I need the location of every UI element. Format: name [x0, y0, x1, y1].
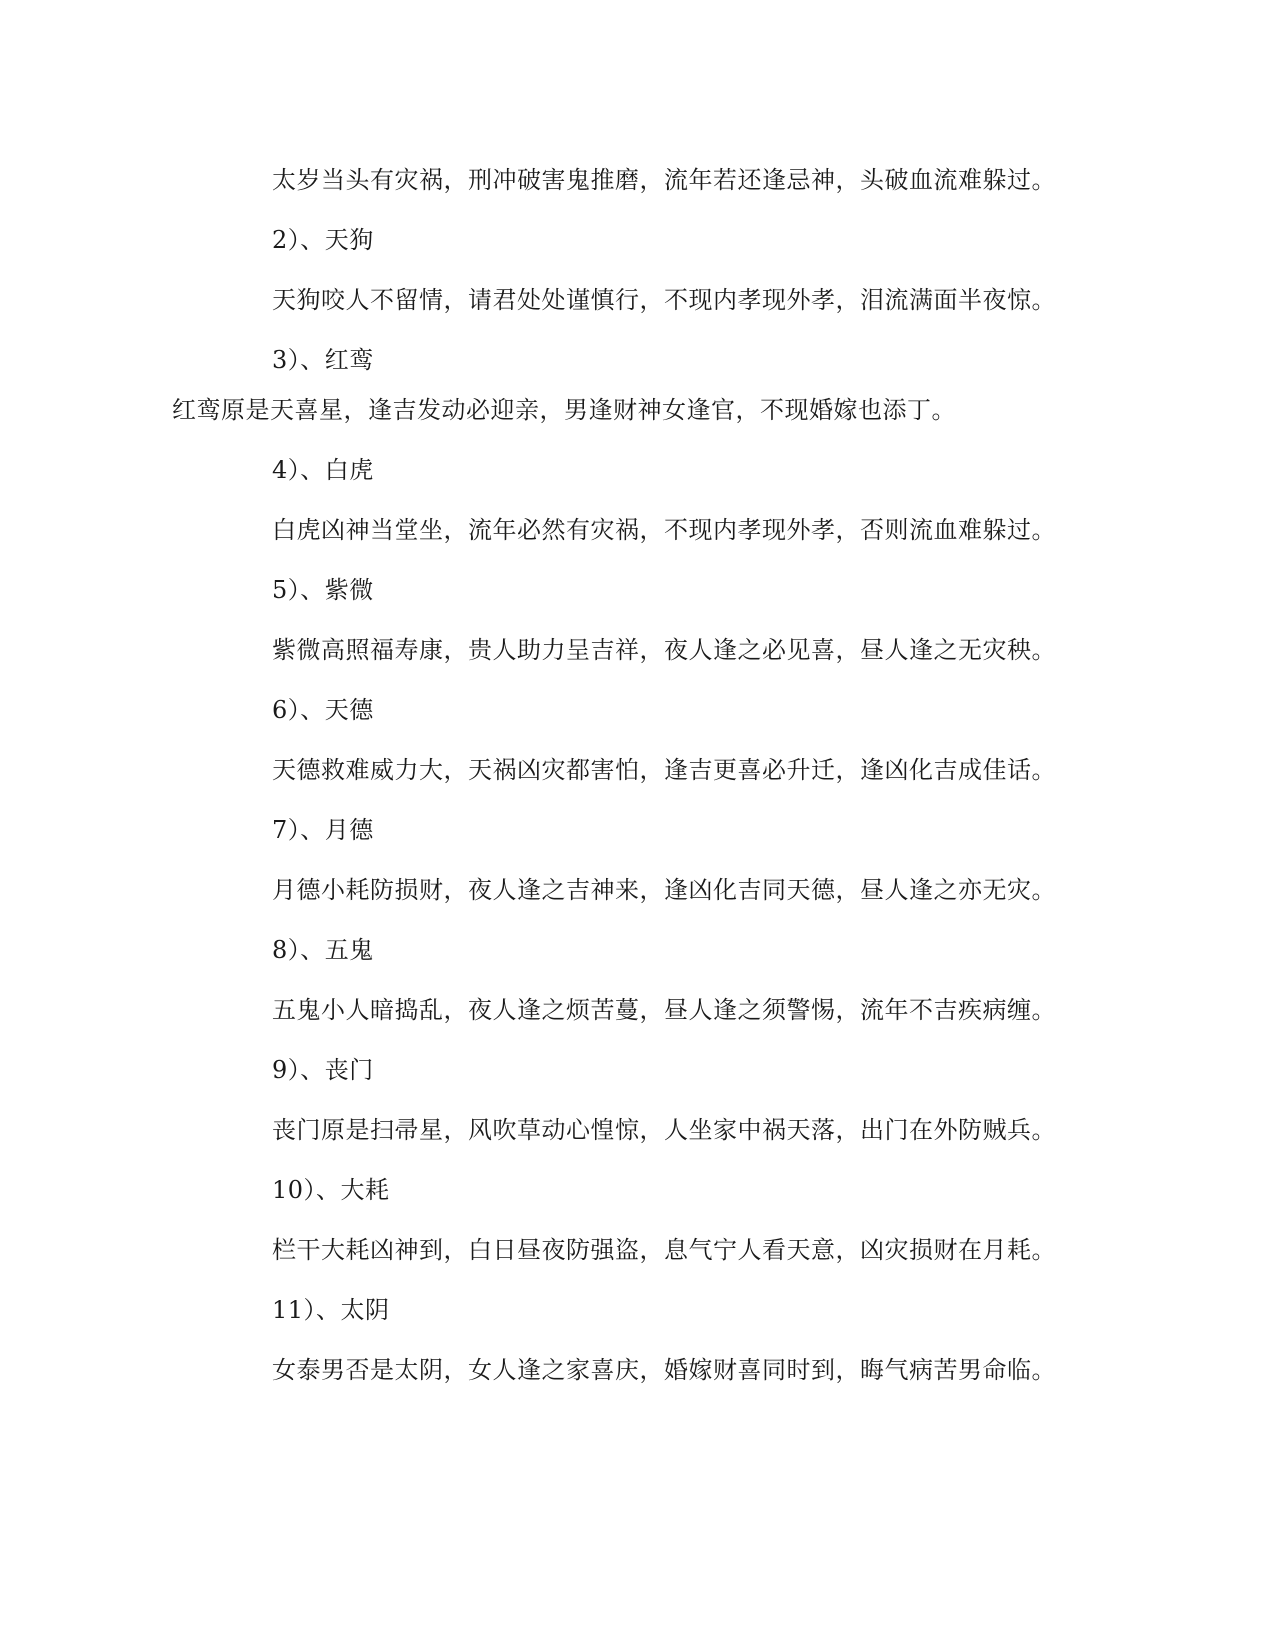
heading-tiangou: 2）、天狗: [272, 226, 374, 254]
heading-tiande: 6）、天德: [272, 696, 374, 724]
verse-ziwei: 紫微高照福寿康，贵人助力呈吉祥，夜人逢之必见喜，昼人逢之无灾秧。: [272, 636, 1056, 664]
heading-taiyin: 11）、太阴: [272, 1296, 390, 1324]
heading-dahao: 10）、大耗: [272, 1176, 390, 1204]
heading-ziwei: 5）、紫微: [272, 576, 374, 604]
verse-tiande: 天德救难威力大，天祸凶灾都害怕，逢吉更喜必升迁，逢凶化吉成佳话。: [272, 756, 1056, 784]
verse-taisui: 太岁当头有灾祸，刑冲破害鬼推磨，流年若还逢忌神，头破血流难躲过。: [272, 166, 1056, 194]
heading-sangmen: 9）、丧门: [272, 1056, 374, 1084]
heading-hongluan: 3）、红鸾: [272, 346, 374, 374]
heading-yuede: 7）、月德: [272, 816, 374, 844]
verse-wugui: 五鬼小人暗捣乱，夜人逢之烦苦蔓，昼人逢之须警惕，流年不吉疾病缠。: [272, 996, 1056, 1024]
verse-yuede: 月德小耗防损财，夜人逢之吉神来，逢凶化吉同天德，昼人逢之亦无灾。: [272, 876, 1056, 904]
verse-hongluan: 红鸾原是天喜星，逢吉发动必迎亲，男逢财神女逢官，不现婚嫁也添丁。: [172, 396, 956, 424]
verse-tiangou: 天狗咬人不留情，请君处处谨慎行，不现内孝现外孝，泪流满面半夜惊。: [272, 286, 1056, 314]
verse-baihu: 白虎凶神当堂坐，流年必然有灾祸，不现内孝现外孝，否则流血难躲过。: [272, 516, 1056, 544]
heading-wugui: 8）、五鬼: [272, 936, 374, 964]
verse-dahao: 栏干大耗凶神到，白日昼夜防强盗，息气宁人看天意，凶灾损财在月耗。: [272, 1236, 1056, 1264]
verse-taiyin: 女泰男否是太阴，女人逢之家喜庆，婚嫁财喜同时到，晦气病苦男命临。: [272, 1356, 1056, 1384]
verse-sangmen: 丧门原是扫帚星，风吹草动心惶惊，人坐家中祸天落，出门在外防贼兵。: [272, 1116, 1056, 1144]
heading-baihu: 4）、白虎: [272, 456, 374, 484]
